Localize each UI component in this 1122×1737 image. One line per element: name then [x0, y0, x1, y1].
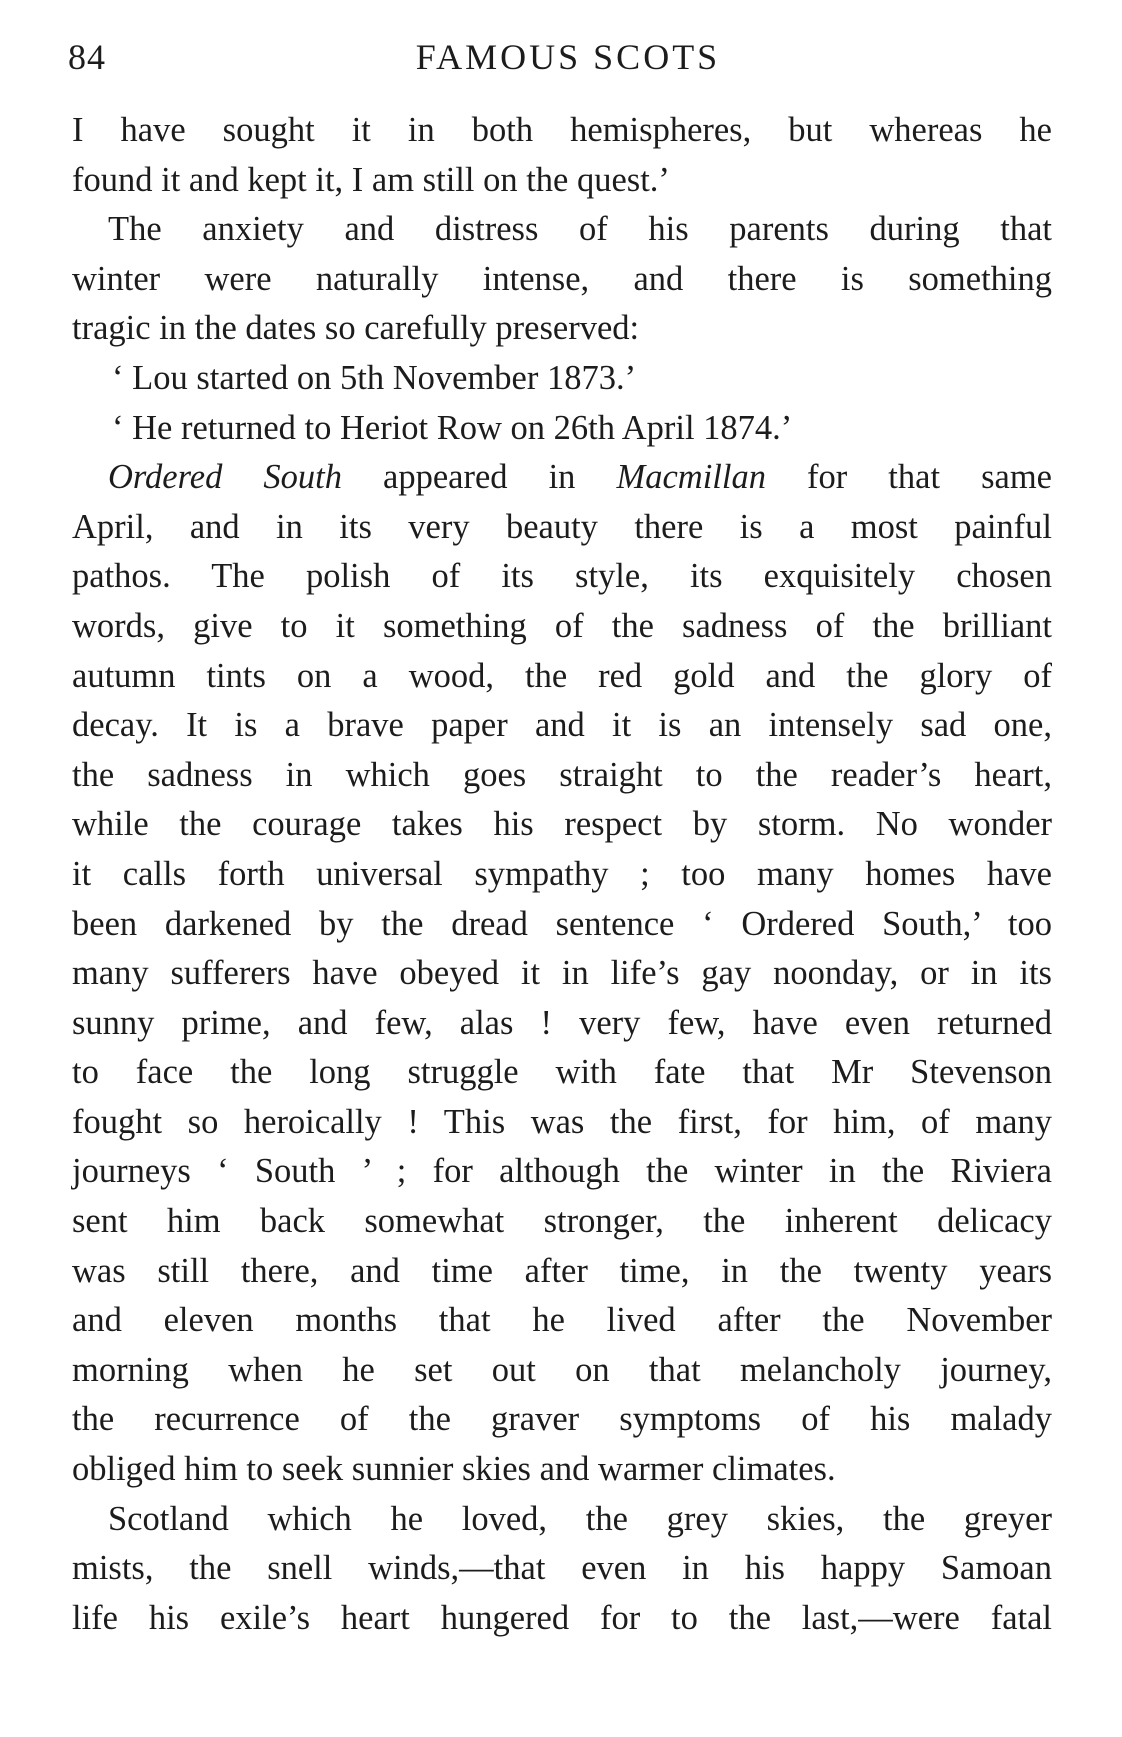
text-line: pathos. The polish of its style, its exquisitely chosen	[72, 557, 1052, 596]
text-line: it calls forth universal sympathy ; too many homes have	[72, 854, 1052, 893]
text-fragment: appeared in	[341, 458, 617, 497]
text-line: sunny prime, and few, alas ! very few, have even returned	[72, 1003, 1052, 1042]
text-line: morning when he set out on that melancholy journey,	[72, 1350, 1052, 1389]
text-line: and eleven months that he lived after the November	[72, 1301, 1052, 1340]
page-number: 84	[68, 37, 106, 77]
text-line: to face the long struggle with fate that Mr Stevenson	[72, 1053, 1052, 1092]
text-line: words, give to it something of the sadness of the brilliant	[72, 606, 1052, 645]
running-head: FAMOUS SCOTS	[415, 37, 721, 77]
text-line: tragic in the dates so carefully preserved:	[72, 309, 640, 348]
page-header	[68, 30, 1048, 80]
text-line: April, and in its very beauty there is a most painful	[72, 507, 1052, 546]
italic-title-ordered-south: Ordered South	[108, 458, 342, 497]
text-line: found it and kept it, I am still on the quest.’	[72, 160, 670, 199]
text-line: sent him back somewhat stronger, the inherent delicacy	[72, 1202, 1052, 1241]
quoted-date-line: ‘ Lou started on 5th November 1873.’	[112, 358, 637, 397]
text-line: winter were naturally intense, and there is something	[72, 259, 1052, 298]
text-line: while the courage takes his respect by storm. No wonder	[72, 805, 1052, 844]
text-line-with-italics	[72, 453, 1052, 503]
text-line: the sadness in which goes straight to the reader’s heart,	[72, 755, 1052, 794]
text-line: was still there, and time after time, in the twenty years	[72, 1251, 1052, 1290]
text-line: fought so heroically ! This was the first, for him, of many	[72, 1102, 1052, 1141]
text-line: decay. It is a brave paper and it is an intensely sad one,	[72, 706, 1052, 745]
text-line: life his exile’s heart hungered for to the last,—were fatal	[72, 1598, 1052, 1637]
text-line: mists, the snell winds,—that even in his happy Samoan	[72, 1549, 1052, 1588]
text-line: autumn tints on a wood, the red gold and the glory of	[72, 656, 1052, 695]
body-text	[72, 106, 1052, 1643]
quoted-date-line: ‘ He returned to Heriot Row on 26th April 1874.’	[112, 408, 793, 447]
text-line: Scotland which he loved, the grey skies, the greyer	[108, 1499, 1052, 1538]
text-fragment: for that same	[765, 458, 1052, 497]
text-line: I have sought it in both hemispheres, but whereas he	[72, 111, 1052, 149]
text-line: journeys ‘ South ’ ; for although the winter in the Riviera	[72, 1152, 1052, 1191]
text-line: the recurrence of the graver symptoms of his malady	[72, 1400, 1052, 1439]
italic-title-macmillan: Macmillan	[616, 458, 766, 497]
text-line: The anxiety and distress of his parents during that	[108, 210, 1052, 249]
text-line: been darkened by the dread sentence ‘ Ordered South,’ too	[72, 904, 1052, 943]
text-line: obliged him to seek sunnier skies and warmer climates.	[72, 1450, 836, 1489]
text-line: many sufferers have obeyed it in life’s gay noonday, or in its	[72, 954, 1052, 993]
